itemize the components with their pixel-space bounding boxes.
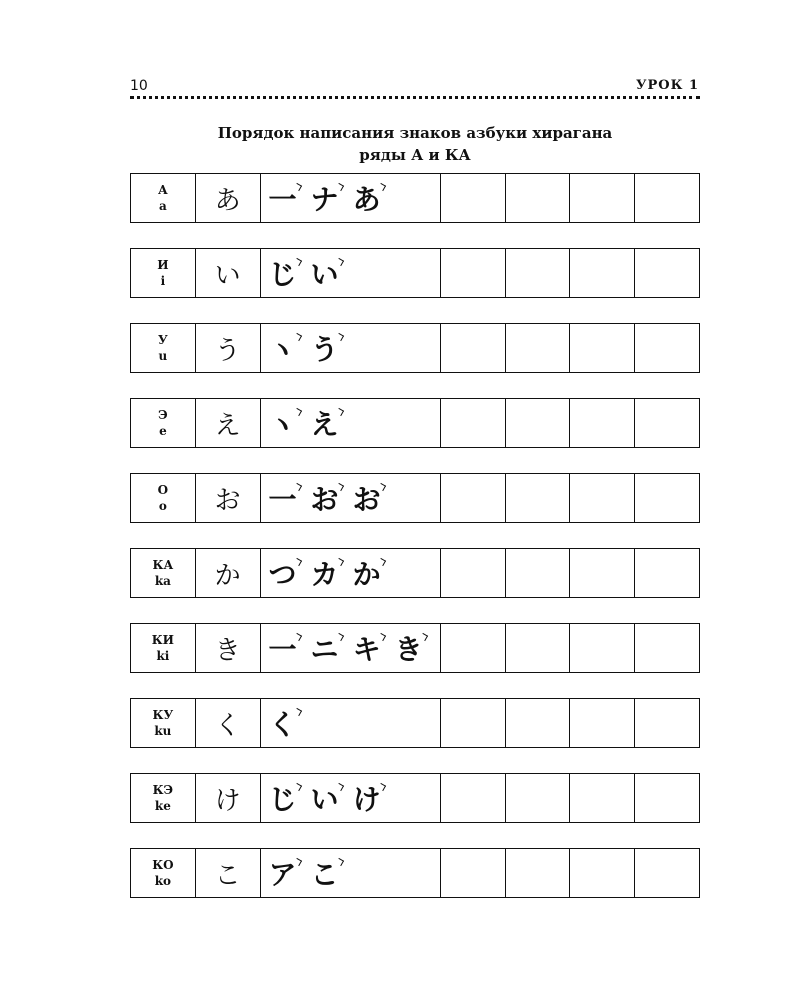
kana-row-ka <box>130 548 700 598</box>
syllable-latin: a <box>158 199 167 213</box>
syllable-label <box>131 849 195 897</box>
practice-cell <box>634 774 699 822</box>
syllable-label <box>131 174 195 222</box>
stroke-step: い <box>311 778 339 818</box>
kana-glyph: お <box>195 474 260 522</box>
practice-cell <box>505 549 570 597</box>
stroke-order-cell <box>260 849 440 897</box>
stroke-order-cell <box>260 174 440 222</box>
practice-cell <box>440 399 505 447</box>
kana-glyph: け <box>195 774 260 822</box>
syllable-latin: u <box>158 349 168 363</box>
stroke-order-cell <box>260 324 440 372</box>
kana-glyph: う <box>195 324 260 372</box>
practice-cell <box>634 174 699 222</box>
stroke-order-cell <box>260 624 440 672</box>
stroke-step: お <box>353 478 381 518</box>
kana-row-ku <box>130 698 700 748</box>
syllable-latin: ka <box>154 574 171 588</box>
practice-cell <box>505 849 570 897</box>
practice-cell <box>634 699 699 747</box>
stroke-step: く <box>269 703 297 743</box>
syllable-label <box>131 399 195 447</box>
practice-cell <box>440 549 505 597</box>
stroke-step: ヽ <box>269 328 297 368</box>
syllable-latin: i <box>160 274 166 288</box>
stroke-order-cell <box>260 474 440 522</box>
practice-cell <box>569 699 634 747</box>
stroke-step: つ <box>269 553 297 593</box>
syllable-label <box>131 624 195 672</box>
syllable-cyrillic: Э <box>158 408 168 422</box>
syllable-latin: ko <box>154 874 172 888</box>
syllable-cyrillic: О <box>157 483 169 497</box>
practice-cell <box>634 849 699 897</box>
kana-glyph: か <box>195 549 260 597</box>
syllable-latin: o <box>158 499 167 513</box>
stroke-step: ナ <box>311 178 339 218</box>
practice-cell <box>569 774 634 822</box>
stroke-step: お <box>311 478 339 518</box>
syllable-cyrillic: КЭ <box>152 783 174 797</box>
practice-cell <box>634 474 699 522</box>
practice-cell <box>634 624 699 672</box>
stroke-step: キ <box>353 628 381 668</box>
syllable-label <box>131 474 195 522</box>
practice-cell <box>505 699 570 747</box>
stroke-step: カ <box>311 553 339 593</box>
stroke-step: ヽ <box>269 403 297 443</box>
stroke-step: 一 <box>269 628 297 668</box>
practice-cell <box>569 549 634 597</box>
syllable-latin: e <box>159 424 167 438</box>
kana-row-ko <box>130 848 700 898</box>
kana-glyph: こ <box>195 849 260 897</box>
practice-cell <box>505 249 570 297</box>
title-line-1: Порядок написания знаков азбуки хирагана <box>217 124 613 142</box>
practice-cell <box>569 399 634 447</box>
practice-cell <box>505 174 570 222</box>
kana-row-u <box>130 323 700 373</box>
syllable-label <box>131 249 195 297</box>
practice-cell <box>440 174 505 222</box>
practice-cell <box>569 174 634 222</box>
practice-cell <box>440 624 505 672</box>
stroke-order-cell <box>260 549 440 597</box>
stroke-step: か <box>353 553 381 593</box>
stroke-order-cell <box>260 699 440 747</box>
practice-cell <box>505 624 570 672</box>
syllable-label <box>131 774 195 822</box>
practice-cell <box>634 399 699 447</box>
syllable-cyrillic: КО <box>152 858 174 872</box>
stroke-step: 一 <box>269 478 297 518</box>
kana-row-i <box>130 248 700 298</box>
syllable-latin: ku <box>154 724 172 738</box>
stroke-step: ア <box>269 853 297 893</box>
kana-row-o <box>130 473 700 523</box>
practice-cell <box>505 324 570 372</box>
stroke-step: あ <box>353 178 381 218</box>
stroke-step: け <box>353 778 381 818</box>
kana-row-ki <box>130 623 700 673</box>
syllable-latin: ke <box>154 799 171 813</box>
kana-row-e <box>130 398 700 448</box>
kana-row-ke <box>130 773 700 823</box>
stroke-step: き <box>395 628 423 668</box>
practice-cell <box>440 474 505 522</box>
stroke-step: い <box>311 253 339 293</box>
practice-cell <box>634 249 699 297</box>
practice-cell <box>634 324 699 372</box>
stroke-order-cell <box>260 249 440 297</box>
kana-glyph: く <box>195 699 260 747</box>
syllable-cyrillic: КА <box>152 558 174 572</box>
stroke-step: こ <box>311 853 339 893</box>
practice-cell <box>505 474 570 522</box>
title-line-2: ряды А и КА <box>359 146 471 164</box>
practice-cell <box>440 324 505 372</box>
practice-cell <box>440 249 505 297</box>
stroke-step: え <box>311 403 339 443</box>
syllable-cyrillic: У <box>158 333 168 347</box>
lesson-label: УРОК 1 <box>635 78 699 93</box>
syllable-latin: ki <box>156 649 170 663</box>
syllable-cyrillic: А <box>157 183 168 197</box>
kana-row-a <box>130 173 700 223</box>
practice-cell <box>440 774 505 822</box>
syllable-cyrillic: КУ <box>152 708 174 722</box>
practice-cell <box>505 774 570 822</box>
practice-cell <box>634 549 699 597</box>
stroke-order-cell <box>260 399 440 447</box>
stroke-step: じ <box>269 778 297 818</box>
syllable-label <box>131 324 195 372</box>
practice-cell <box>440 699 505 747</box>
header-dotted-rule <box>130 96 700 99</box>
practice-cell <box>569 249 634 297</box>
practice-cell <box>569 624 634 672</box>
kana-glyph: え <box>195 399 260 447</box>
practice-cell <box>440 849 505 897</box>
kana-glyph: あ <box>195 174 260 222</box>
practice-cell <box>569 324 634 372</box>
page-title <box>130 122 700 166</box>
syllable-label <box>131 549 195 597</box>
kana-glyph: き <box>195 624 260 672</box>
stroke-step: じ <box>269 253 297 293</box>
practice-cell <box>569 849 634 897</box>
kana-glyph: い <box>195 249 260 297</box>
practice-cell <box>505 399 570 447</box>
syllable-cyrillic: И <box>157 258 169 272</box>
stroke-step: 一 <box>269 178 297 218</box>
syllable-label <box>131 699 195 747</box>
practice-cell <box>569 474 634 522</box>
page-number: 10 <box>130 78 148 94</box>
stroke-order-cell <box>260 774 440 822</box>
stroke-step: う <box>311 328 339 368</box>
stroke-step: ニ <box>311 628 339 668</box>
syllable-cyrillic: КИ <box>151 633 175 647</box>
